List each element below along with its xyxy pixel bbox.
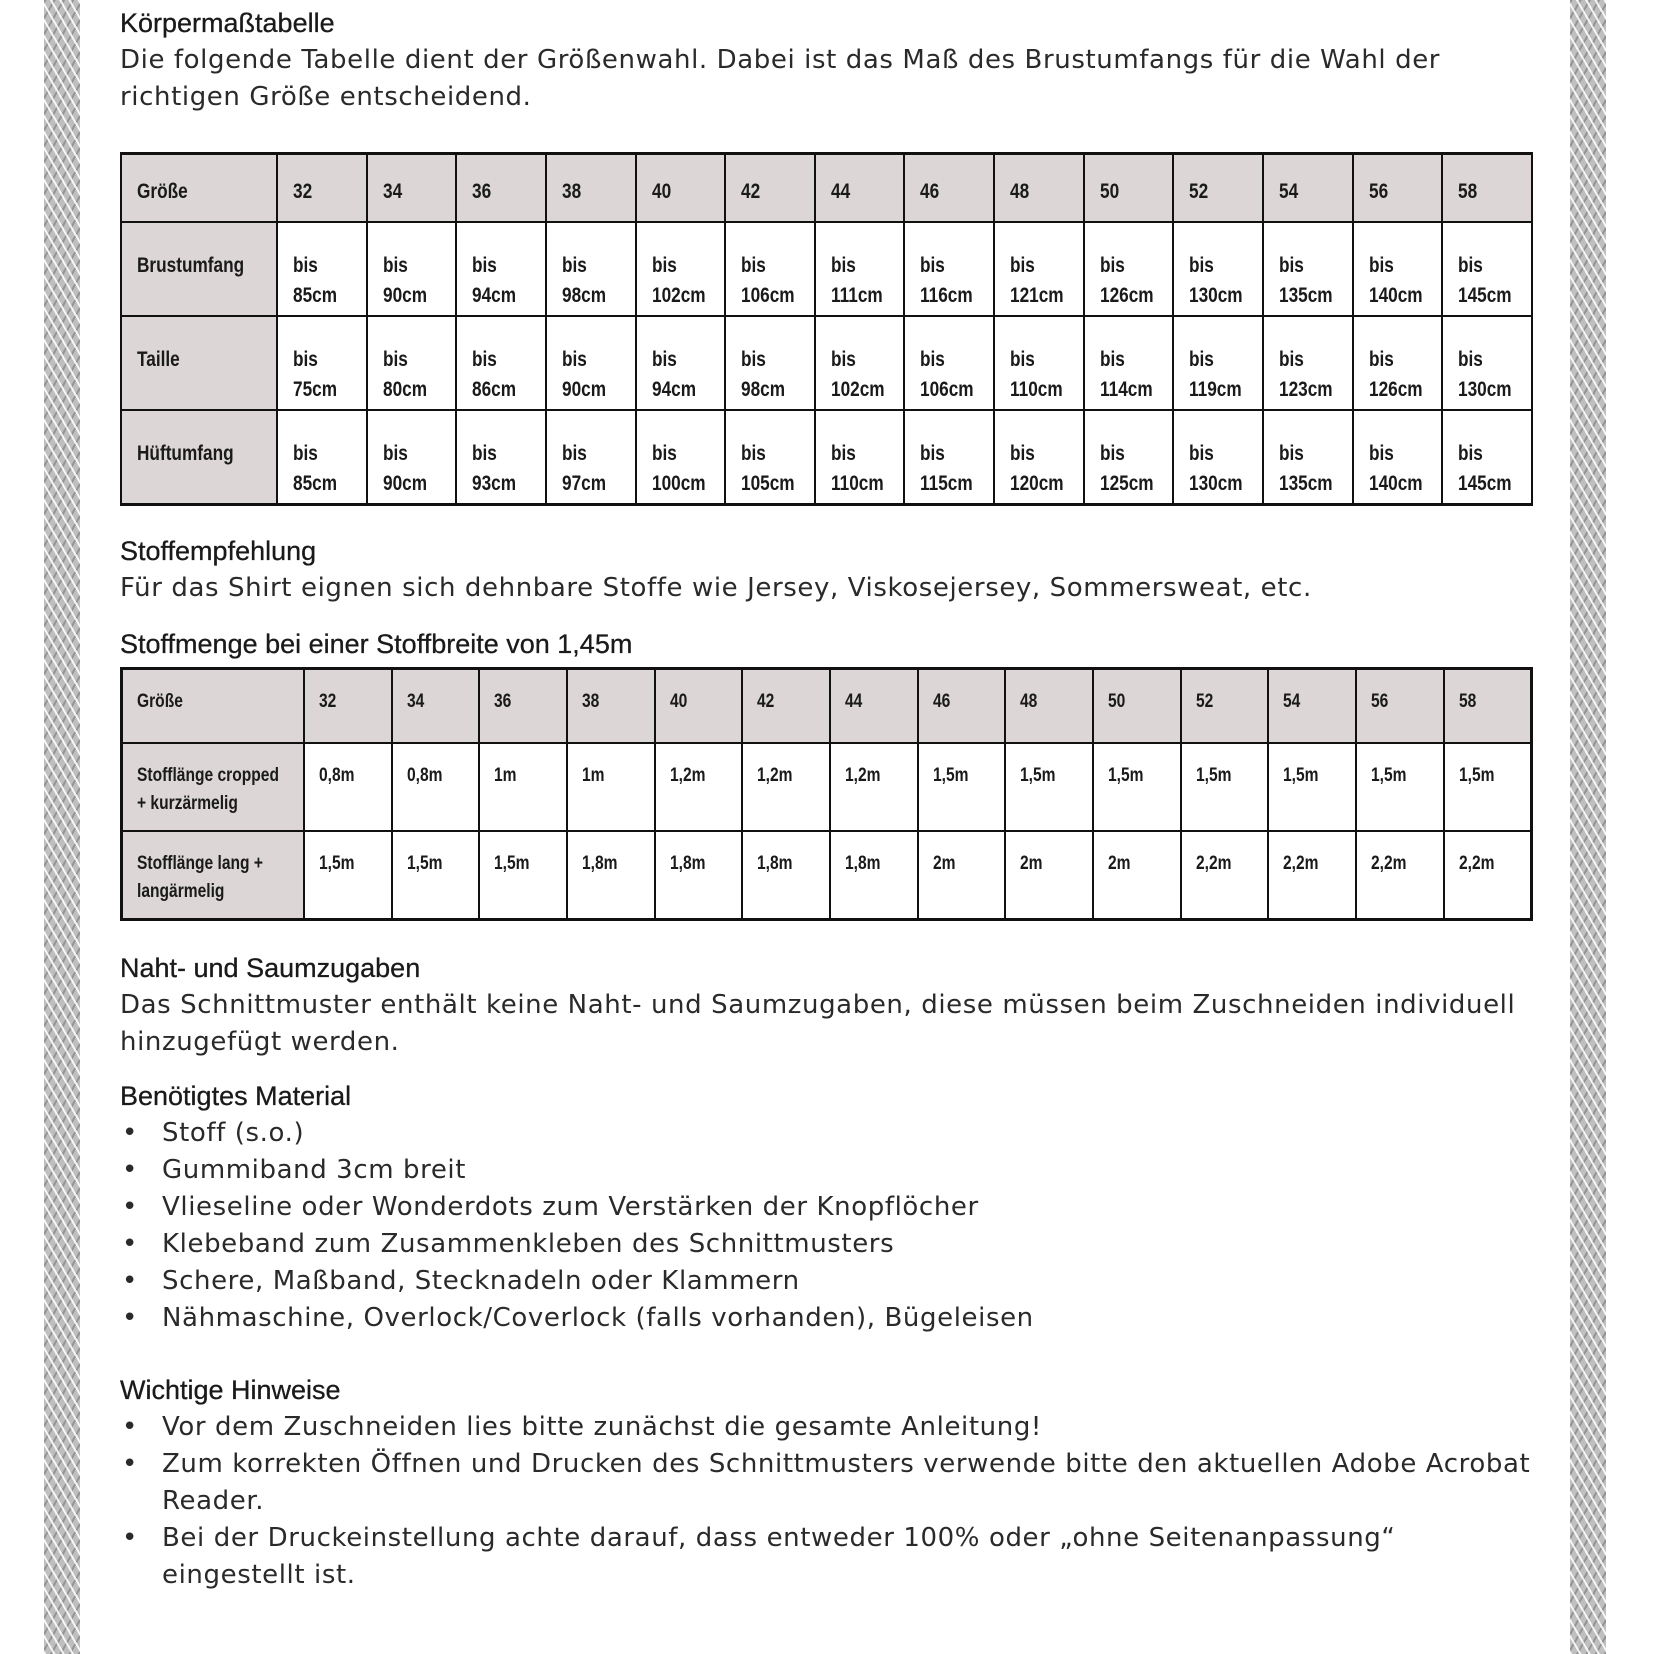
size-value: 36	[472, 180, 492, 203]
measurement-value: 114cm	[1099, 378, 1153, 401]
fabric-length-cell	[392, 831, 480, 920]
row-label-text: Taille	[137, 348, 180, 371]
measurement-prefix: bis	[382, 254, 408, 277]
fabric-length-cell	[655, 831, 743, 920]
measurement-prefix: bis	[920, 442, 946, 465]
fabric-length-cell	[1093, 831, 1181, 920]
fabric-length-value: 1,5m	[494, 853, 530, 874]
measurement-cell	[546, 316, 636, 410]
measurement-prefix: bis	[920, 348, 946, 371]
size-cell	[830, 669, 918, 744]
size-value: 50	[1108, 691, 1126, 712]
measurement-prefix: bis	[741, 254, 767, 277]
measurement-value: 106cm	[920, 378, 975, 401]
fabric-length-cell	[304, 743, 392, 831]
measurement-prefix: bis	[293, 348, 318, 371]
measurement-cell	[1173, 316, 1263, 410]
measurement-value: 106cm	[741, 284, 795, 307]
measurement-prefix: bis	[472, 442, 498, 465]
measurement-cell	[1442, 316, 1532, 410]
size-cell	[1173, 154, 1263, 223]
row-label-line2: + kurzärmelig	[137, 793, 238, 814]
measurement-prefix: bis	[830, 348, 856, 371]
fabric-length-cell	[1268, 831, 1356, 920]
fabric-length-value: 2,2m	[1458, 853, 1495, 874]
header-label	[121, 154, 277, 223]
table-header-row	[121, 154, 1532, 223]
fabric-length-value: 0,8m	[319, 765, 355, 786]
measurement-cell	[456, 410, 546, 505]
measurement-cell	[456, 222, 546, 316]
fabric-length-cell	[1093, 743, 1181, 831]
row-label	[122, 831, 305, 920]
size-cell	[1263, 154, 1353, 223]
size-value: 54	[1279, 180, 1299, 203]
fabric-length-cell	[479, 743, 567, 831]
measurement-prefix: bis	[920, 254, 946, 277]
size-cell	[1268, 669, 1356, 744]
size-value: 38	[582, 691, 600, 712]
measurement-value: 119cm	[1189, 378, 1243, 401]
notes-title: Wichtige Hinweise	[120, 1375, 341, 1405]
size-cell	[304, 669, 392, 744]
measurement-value: 120cm	[1010, 472, 1064, 495]
fabric-length-cell	[567, 743, 655, 831]
measurement-cell	[1173, 222, 1263, 316]
measurement-value: 110cm	[1010, 378, 1063, 401]
fabric-quantity-table	[120, 667, 1533, 921]
sizing-text: Die folgende Tabelle dient der Größenwahl. Dabei ist das Maß des Brustumfangs für die Wahl der richtigen Größe entscheidend.	[120, 45, 1441, 112]
table-header-row	[122, 669, 1532, 744]
row-label	[121, 222, 277, 316]
size-value: 54	[1283, 691, 1301, 712]
measurement-value: 90cm	[382, 284, 427, 307]
fabric-length-cell	[830, 743, 918, 831]
size-cell	[994, 154, 1084, 223]
measurement-value: 100cm	[651, 472, 706, 495]
fabric-length-value: 1,5m	[1458, 765, 1495, 786]
size-value: 58	[1458, 691, 1477, 712]
size-value: 48	[1010, 180, 1030, 203]
measurement-cell	[1263, 410, 1353, 505]
list-item: • Klebeband zum Zusammenkleben des Schnittmusters	[120, 1226, 1540, 1263]
measurement-value: 135cm	[1279, 472, 1333, 495]
notes-list	[120, 1409, 1540, 1594]
measurement-prefix: bis	[1099, 442, 1125, 465]
table-row	[122, 743, 1532, 831]
measurement-cell	[815, 222, 905, 316]
fabric-length-cell	[1181, 743, 1269, 831]
measurement-prefix: bis	[1010, 254, 1036, 277]
fabric-length-cell	[567, 831, 655, 920]
list-item: • Vlieseline oder Wonderdots zum Verstärken der Knopflöcher	[120, 1189, 1540, 1226]
fabric-length-cell	[742, 831, 830, 920]
fabric-length-cell	[1356, 831, 1444, 920]
size-value: 50	[1099, 180, 1119, 203]
seams-title: Naht- und Saumzugaben	[120, 953, 421, 983]
size-cell	[456, 154, 546, 223]
measurement-prefix: bis	[1189, 442, 1215, 465]
fabric-title: Stoffempfehlung	[120, 536, 317, 566]
measurement-prefix: bis	[1099, 254, 1125, 277]
measurement-value: 94cm	[651, 378, 696, 401]
measurement-value: 130cm	[1458, 378, 1512, 401]
fabric-length-cell	[1268, 743, 1356, 831]
measurement-value: 93cm	[472, 472, 517, 495]
measurement-value: 80cm	[382, 378, 427, 401]
list-item: • Stoff (s.o.)	[120, 1115, 1540, 1152]
fabric-length-cell	[918, 743, 1006, 831]
measurement-prefix: bis	[651, 442, 677, 465]
measurement-prefix: bis	[472, 254, 498, 277]
measurement-cell	[904, 316, 994, 410]
measurement-value: 85cm	[293, 472, 338, 495]
measurement-value: 98cm	[741, 378, 786, 401]
fabric-length-cell	[1356, 743, 1444, 831]
fabric-length-value: 1,5m	[1371, 765, 1407, 786]
measurement-cell	[725, 316, 815, 410]
fabric-length-cell	[742, 743, 830, 831]
fabric-length-value: 1,5m	[1108, 765, 1144, 786]
measurement-prefix: bis	[1458, 442, 1484, 465]
measurement-value: 145cm	[1458, 472, 1512, 495]
measurement-value: 90cm	[561, 378, 606, 401]
size-value: 38	[561, 180, 582, 203]
size-value: 44	[830, 180, 850, 203]
measurement-cell	[994, 410, 1084, 505]
measurement-cell	[904, 222, 994, 316]
measurement-value: 130cm	[1189, 472, 1244, 495]
measurement-cell	[994, 316, 1084, 410]
size-cell	[1084, 154, 1174, 223]
table-row	[121, 316, 1532, 410]
size-cell	[1442, 154, 1532, 223]
measurement-cell	[546, 222, 636, 316]
size-cell	[1444, 669, 1532, 744]
fabric-text: Für das Shirt eignen sich dehnbare Stoffe wie Jersey, Viskosejersey, Sommersweat, etc.	[120, 573, 1312, 603]
page-content	[120, 4, 1540, 1594]
fabric-length-value: 1,5m	[319, 853, 355, 874]
measurement-cell	[1353, 316, 1443, 410]
fabric-length-value: 1,8m	[582, 853, 618, 874]
size-cell	[655, 669, 743, 744]
measurement-prefix: bis	[1279, 254, 1304, 277]
measurement-cell	[277, 222, 367, 316]
list-item: • Bei der Druckeinstellung achte darauf, dass entweder 100% oder „ohne Seitenanpassung“ eingestellt ist.	[120, 1520, 1540, 1594]
sizing-title: Körpermaßtabelle	[120, 8, 335, 38]
size-cell	[815, 154, 905, 223]
measurement-cell	[994, 222, 1084, 316]
header-label	[122, 669, 305, 744]
size-cell	[904, 154, 994, 223]
table-row	[121, 410, 1532, 505]
size-value: 32	[293, 180, 313, 203]
size-cell	[277, 154, 367, 223]
size-value: 32	[319, 691, 337, 712]
size-cell	[1356, 669, 1444, 744]
measurement-cell	[367, 410, 457, 505]
measurement-cell	[367, 316, 457, 410]
measurement-cell	[725, 410, 815, 505]
measurement-cell	[1263, 316, 1353, 410]
row-label	[121, 410, 277, 505]
size-value: 44	[845, 691, 863, 712]
row-label-line1: Stofflänge lang +	[137, 853, 263, 874]
row-label-line2: langärmelig	[137, 881, 225, 902]
measurement-prefix: bis	[561, 254, 587, 277]
measurement-prefix: bis	[1368, 442, 1394, 465]
measurement-value: 90cm	[382, 472, 427, 495]
body-measurements-table	[120, 152, 1533, 506]
measurement-value: 85cm	[293, 284, 338, 307]
fabric-length-value: 1m	[494, 765, 517, 786]
measurement-cell	[636, 410, 726, 505]
size-cell	[392, 669, 480, 744]
measurement-value: 102cm	[651, 284, 706, 307]
measurement-value: 105cm	[741, 472, 795, 495]
fabric-length-value: 1,2m	[845, 765, 881, 786]
fabric-length-value: 1,5m	[1020, 765, 1056, 786]
measurement-cell	[1442, 410, 1532, 505]
measurement-prefix: bis	[741, 348, 767, 371]
list-item: • Gummiband 3cm breit	[120, 1152, 1540, 1189]
size-cell	[636, 154, 726, 223]
measurement-value: 121cm	[1010, 284, 1064, 307]
fabric-length-cell	[1444, 743, 1532, 831]
measurement-value: 140cm	[1368, 472, 1423, 495]
measurement-prefix: bis	[561, 348, 587, 371]
decorative-border-left	[44, 0, 80, 1654]
measurement-prefix: bis	[1458, 348, 1484, 371]
measurement-prefix: bis	[651, 254, 677, 277]
fabric-length-value: 1,5m	[1195, 765, 1232, 786]
measurement-prefix: bis	[1010, 348, 1036, 371]
measurement-cell	[1173, 410, 1263, 505]
measurement-value: 115cm	[920, 472, 974, 495]
size-value: 58	[1458, 180, 1478, 203]
measurement-cell	[1084, 222, 1174, 316]
measurement-value: 126cm	[1099, 284, 1154, 307]
measurement-prefix: bis	[1189, 348, 1215, 371]
measurement-value: 145cm	[1458, 284, 1512, 307]
measurement-cell	[815, 316, 905, 410]
size-value: 56	[1371, 691, 1389, 712]
measurement-prefix: bis	[830, 254, 856, 277]
measurement-prefix: bis	[1279, 442, 1304, 465]
measurement-value: 125cm	[1099, 472, 1154, 495]
measurement-value: 140cm	[1368, 284, 1423, 307]
seams-text: Das Schnittmuster enthält keine Naht- und Saumzugaben, diese müssen beim Zuschneiden individuell hinzugefügt werden.	[120, 990, 1516, 1057]
size-cell	[546, 154, 636, 223]
measurement-cell	[815, 410, 905, 505]
measurement-value: 86cm	[472, 378, 517, 401]
table-row	[122, 831, 1532, 920]
size-value: 46	[920, 180, 940, 203]
header-label-text: Größe	[137, 180, 188, 203]
measurement-cell	[546, 410, 636, 505]
size-cell	[1181, 669, 1269, 744]
measurement-value: 111cm	[830, 284, 883, 307]
size-value: 40	[651, 180, 671, 203]
measurement-prefix: bis	[382, 442, 408, 465]
fabric-length-value: 1,8m	[757, 853, 793, 874]
fabric-length-value: 2,2m	[1283, 853, 1319, 874]
measurement-cell	[456, 316, 546, 410]
fabric-length-cell	[1444, 831, 1532, 920]
list-item: • Nähmaschine, Overlock/Coverlock (falls vorhanden), Bügeleisen	[120, 1300, 1540, 1337]
measurement-prefix: bis	[741, 442, 767, 465]
list-item: • Vor dem Zuschneiden lies bitte zunächst die gesamte Anleitung!	[120, 1409, 1540, 1446]
size-cell	[1093, 669, 1181, 744]
fabric-length-cell	[1005, 743, 1093, 831]
measurement-prefix: bis	[561, 442, 587, 465]
measurement-cell	[636, 316, 726, 410]
row-label-text: Hüftumfang	[137, 442, 234, 465]
size-value: 48	[1020, 691, 1038, 712]
size-cell	[479, 669, 567, 744]
row-label	[122, 743, 305, 831]
row-label	[121, 316, 277, 410]
row-label-line1: Stofflänge cropped	[137, 765, 279, 786]
measurement-prefix: bis	[1458, 254, 1484, 277]
measurement-value: 123cm	[1279, 378, 1333, 401]
measurement-prefix: bis	[1368, 254, 1394, 277]
size-cell	[367, 154, 457, 223]
size-cell	[742, 669, 830, 744]
fabric-length-cell	[918, 831, 1006, 920]
measurement-value: 102cm	[830, 378, 885, 401]
fabric-length-value: 1,5m	[1283, 765, 1319, 786]
fabric-length-value: 1,8m	[845, 853, 881, 874]
header-label-text: Größe	[137, 691, 183, 712]
measurement-cell	[1084, 410, 1174, 505]
quantity-title: Stoffmenge bei einer Stoffbreite von 1,45m	[120, 629, 633, 659]
measurement-value: 97cm	[561, 472, 606, 495]
measurement-value: 135cm	[1279, 284, 1333, 307]
size-value: 56	[1368, 180, 1388, 203]
material-title: Benötigtes Material	[120, 1081, 352, 1111]
table-row	[121, 222, 1532, 316]
fabric-length-value: 2,2m	[1195, 853, 1232, 874]
size-value: 46	[932, 691, 951, 712]
fabric-length-value: 1,8m	[669, 853, 706, 874]
size-cell	[1005, 669, 1093, 744]
fabric-length-cell	[655, 743, 743, 831]
measurement-value: 94cm	[472, 284, 517, 307]
measurement-value: 126cm	[1368, 378, 1423, 401]
list-item: • Zum korrekten Öffnen und Drucken des Schnittmusters verwende bitte den aktuellen Adobe Acrobat Reader.	[120, 1446, 1540, 1520]
measurement-prefix: bis	[830, 442, 856, 465]
measurement-prefix: bis	[1189, 254, 1215, 277]
size-value: 34	[406, 691, 425, 712]
fabric-length-value: 0,8m	[406, 765, 443, 786]
size-cell	[1353, 154, 1443, 223]
size-value: 36	[494, 691, 512, 712]
fabric-length-cell	[392, 743, 480, 831]
measurement-cell	[1442, 222, 1532, 316]
fabric-length-value: 2m	[932, 853, 956, 874]
fabric-length-cell	[304, 831, 392, 920]
size-value: 40	[669, 691, 688, 712]
decorative-border-right	[1570, 0, 1606, 1654]
material-list	[120, 1115, 1540, 1337]
size-cell	[918, 669, 1006, 744]
measurement-prefix: bis	[1099, 348, 1125, 371]
fabric-length-cell	[1005, 831, 1093, 920]
fabric-length-value: 1,2m	[757, 765, 793, 786]
measurement-cell	[277, 410, 367, 505]
measurement-cell	[636, 222, 726, 316]
measurement-prefix: bis	[293, 254, 318, 277]
measurement-value: 98cm	[561, 284, 606, 307]
fabric-length-value: 1,5m	[406, 853, 443, 874]
measurement-cell	[904, 410, 994, 505]
measurement-cell	[725, 222, 815, 316]
size-value: 34	[382, 180, 402, 203]
size-value: 52	[1189, 180, 1209, 203]
measurement-prefix: bis	[1279, 348, 1304, 371]
list-item: • Schere, Maßband, Stecknadeln oder Klammern	[120, 1263, 1540, 1300]
measurement-prefix: bis	[472, 348, 498, 371]
measurement-cell	[1263, 222, 1353, 316]
measurement-cell	[1084, 316, 1174, 410]
measurement-value: 75cm	[293, 378, 338, 401]
fabric-length-value: 2m	[1108, 853, 1131, 874]
measurement-cell	[277, 316, 367, 410]
measurement-cell	[367, 222, 457, 316]
measurement-value: 110cm	[830, 472, 884, 495]
size-cell	[567, 669, 655, 744]
fabric-length-cell	[1181, 831, 1269, 920]
fabric-length-value: 1m	[582, 765, 605, 786]
measurement-prefix: bis	[1368, 348, 1394, 371]
fabric-length-value: 2m	[1020, 853, 1043, 874]
measurement-value: 116cm	[920, 284, 974, 307]
size-value: 52	[1195, 691, 1214, 712]
measurement-cell	[1353, 410, 1443, 505]
fabric-length-value: 1,5m	[932, 765, 969, 786]
measurement-prefix: bis	[293, 442, 318, 465]
size-cell	[725, 154, 815, 223]
size-value: 42	[741, 180, 761, 203]
measurement-cell	[1353, 222, 1443, 316]
measurement-prefix: bis	[1010, 442, 1036, 465]
measurement-value: 130cm	[1189, 284, 1244, 307]
fabric-length-value: 2,2m	[1371, 853, 1407, 874]
fabric-length-cell	[479, 831, 567, 920]
fabric-length-value: 1,2m	[669, 765, 706, 786]
size-value: 42	[757, 691, 775, 712]
measurement-prefix: bis	[651, 348, 677, 371]
fabric-length-cell	[830, 831, 918, 920]
measurement-prefix: bis	[382, 348, 408, 371]
row-label-text: Brustumfang	[137, 254, 245, 277]
